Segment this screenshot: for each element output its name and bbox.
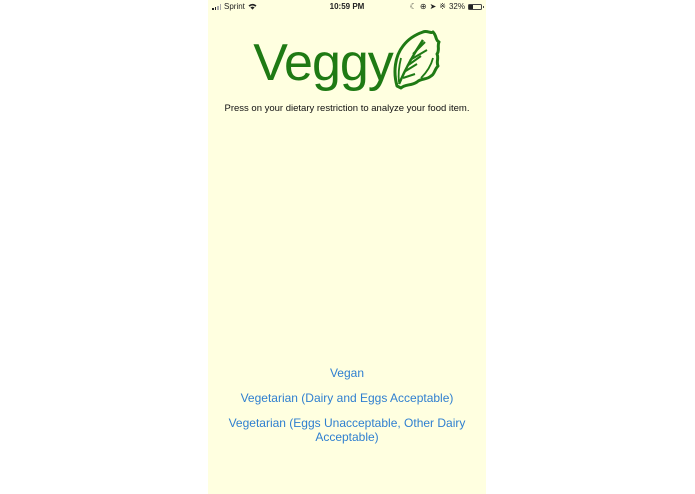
vegetarian-dairy-eggs-option-button[interactable]: Vegetarian (Dairy and Eggs Acceptable) bbox=[240, 391, 454, 405]
dietary-options bbox=[208, 366, 486, 455]
status-bar bbox=[208, 0, 486, 14]
orientation-lock-icon: ⊕ bbox=[419, 2, 427, 11]
battery-percent: 32% bbox=[448, 2, 465, 11]
bluetooth-icon: ※ bbox=[439, 2, 446, 11]
carrier-label: Sprint bbox=[224, 2, 245, 11]
vegetarian-no-eggs-option-button[interactable]: Vegetarian (Eggs Unacceptable, Other Dairy Acceptable) bbox=[228, 416, 466, 444]
app-logo bbox=[208, 32, 486, 94]
clock: 10:59 PM bbox=[329, 2, 365, 11]
status-right bbox=[410, 2, 482, 11]
instruction-text: Press on your dietary restriction to analyze your food item. bbox=[224, 103, 470, 114]
battery-icon bbox=[468, 4, 482, 10]
moon-icon: ☾ bbox=[409, 2, 417, 11]
lettuce-leaf-icon bbox=[391, 28, 441, 92]
location-icon: ➤ bbox=[429, 2, 437, 11]
logo-text: Veggy bbox=[253, 34, 393, 92]
vegan-option-button[interactable]: Vegan bbox=[329, 366, 365, 380]
app-screen bbox=[208, 0, 486, 494]
